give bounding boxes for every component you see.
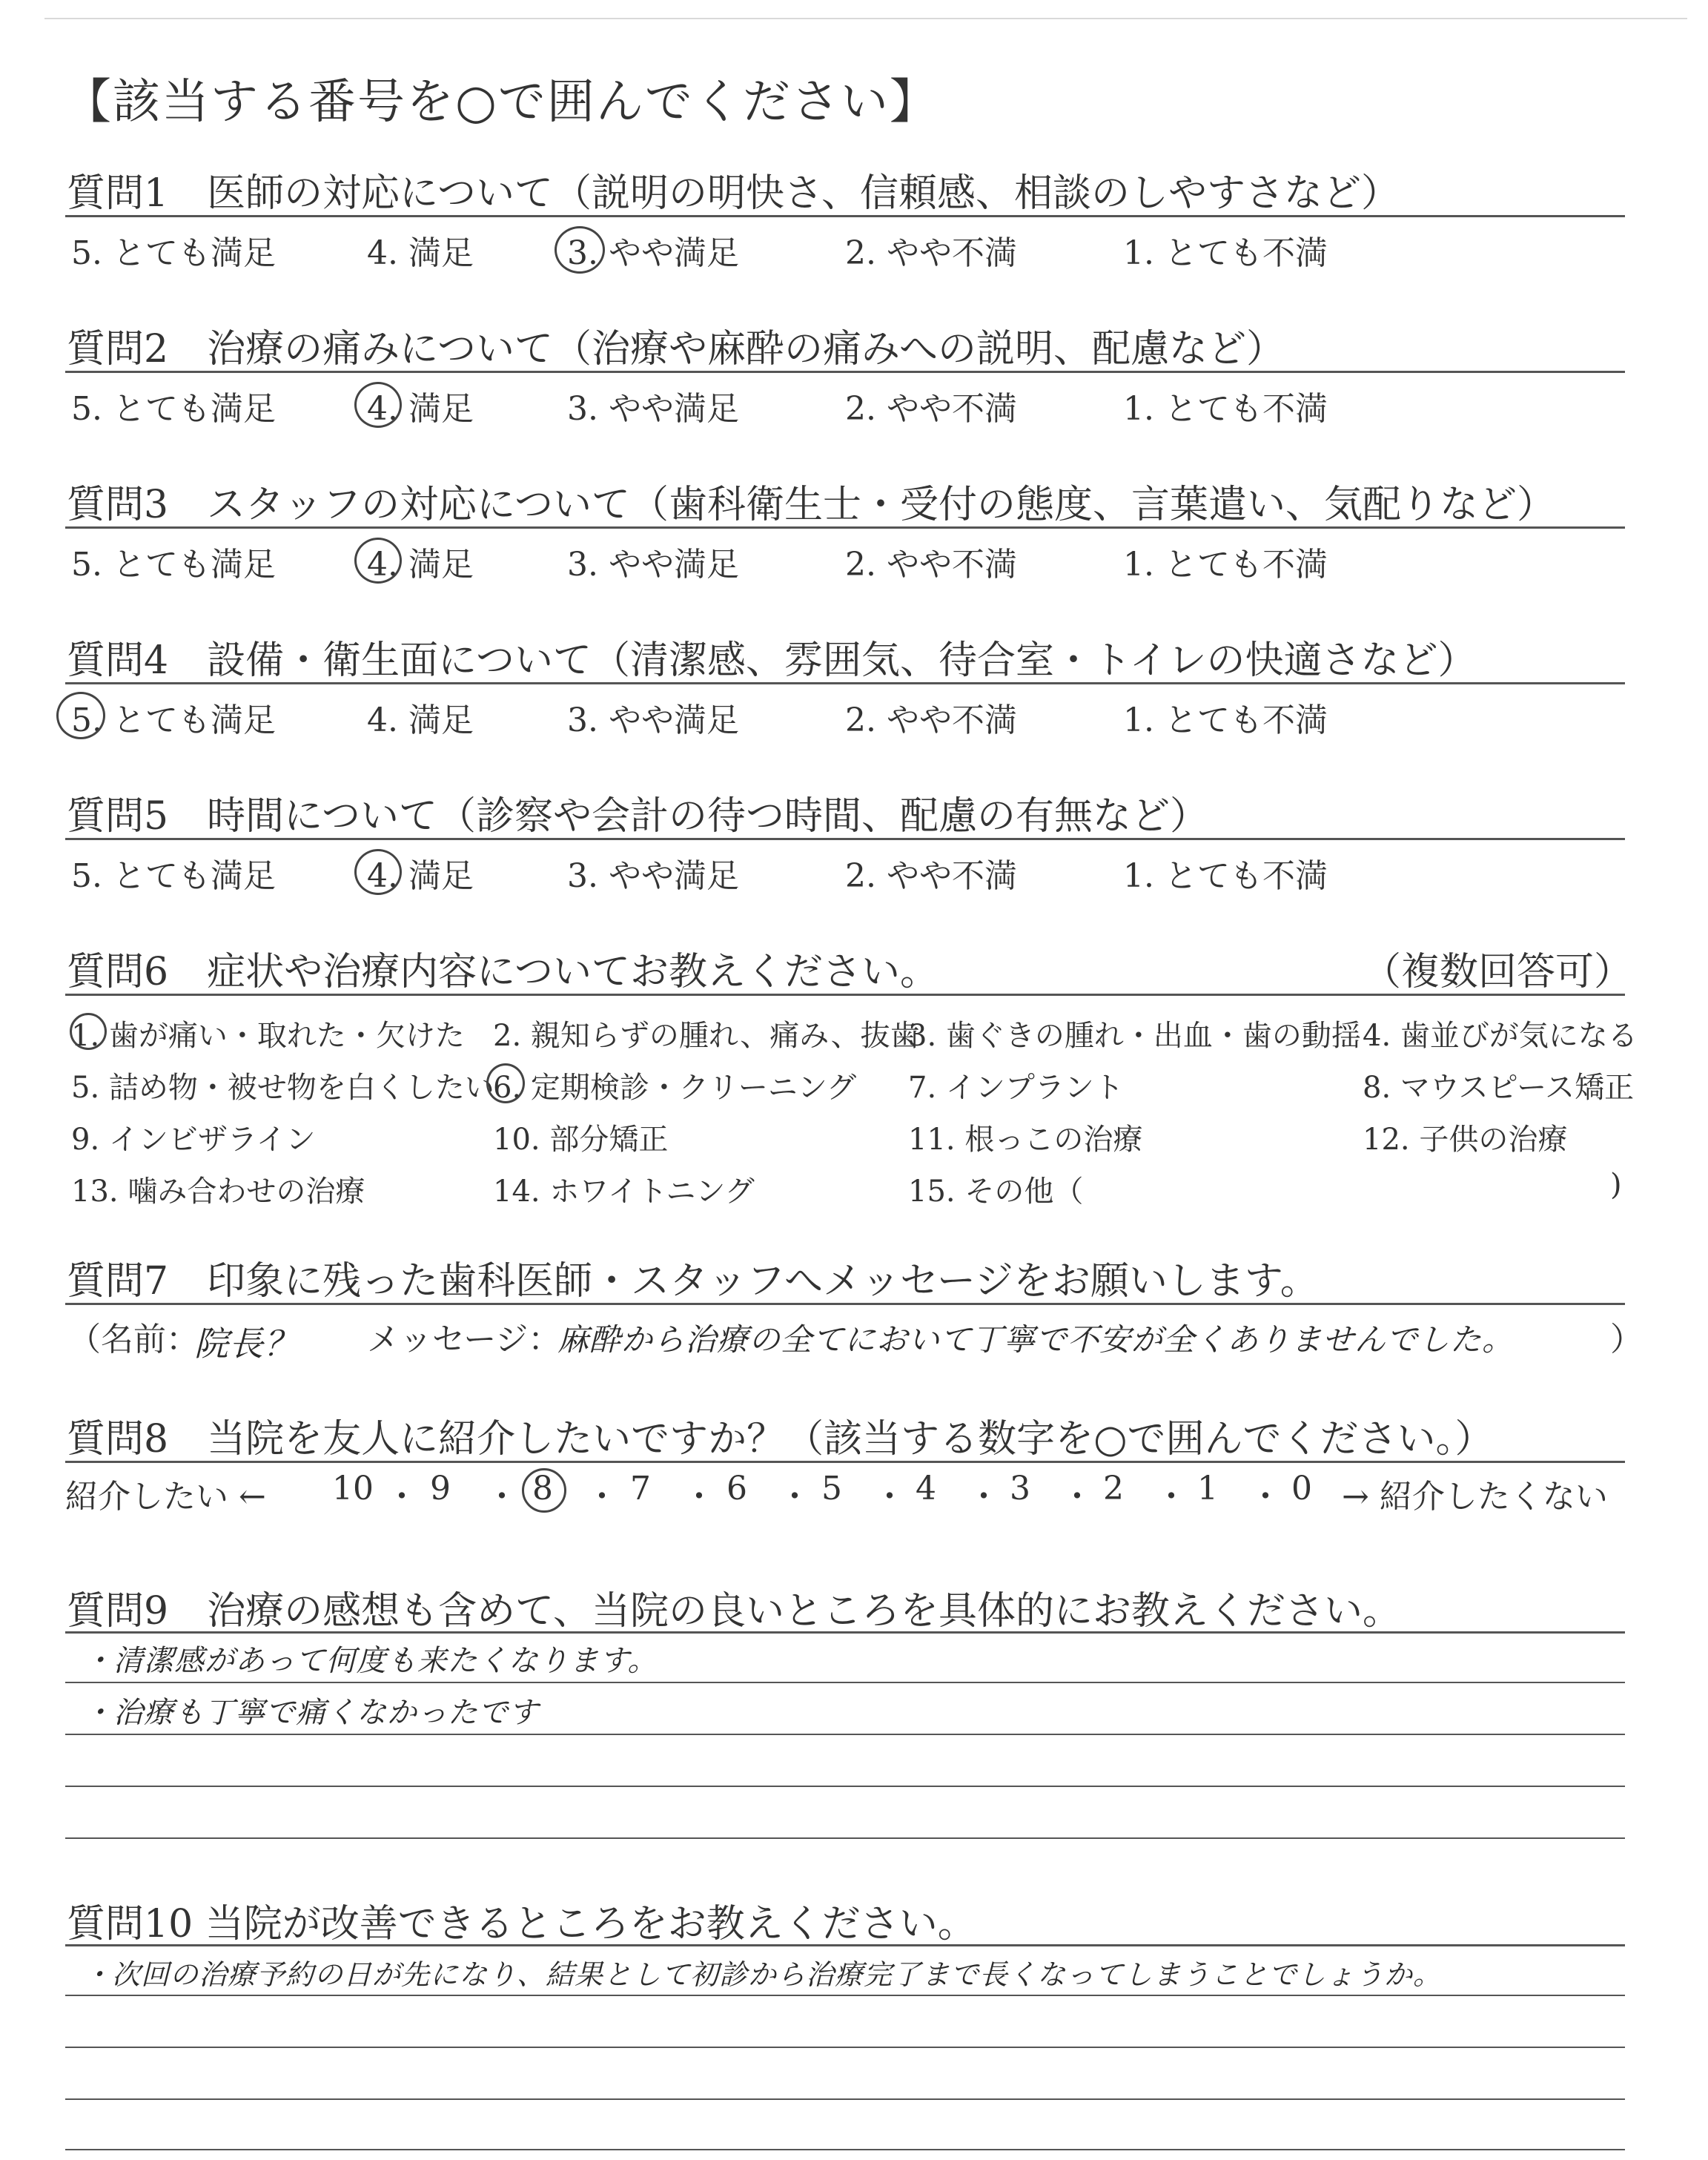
q9-rule [65,1631,1625,1634]
q6-item-11[interactable]: 11. 根っこの治療 [908,1123,1143,1157]
q4-option-5[interactable]: 5. とても満足 [71,701,276,739]
q8-scale-0[interactable]: 0 [1291,1470,1312,1507]
q9-answer-2[interactable]: ・治療も丁寧で痛くなかったです [83,1696,539,1730]
q8-scale-9[interactable]: 9 [430,1470,451,1507]
q4-option-4[interactable]: 4. 満足 [367,701,474,739]
q9-writing-line-1 [65,1682,1625,1683]
q10-writing-line-4 [65,2149,1625,2150]
q8-scale-separator: ・ [486,1478,518,1516]
q6-item-14[interactable]: 14. ホワイトニング [493,1175,755,1209]
q3-option-4[interactable]: 4. 満足 [367,546,474,584]
q8-scale-5[interactable]: 5 [821,1470,842,1507]
q8-scale-separator: ・ [1155,1478,1188,1516]
q8-scale-2[interactable]: 2 [1103,1470,1124,1507]
q1-option-2[interactable]: 2. やや不満 [845,234,1017,272]
q5-option-3[interactable]: 3. やや満足 [567,857,739,895]
q5-title: 質問5 時間について（診察や会計の待つ時間、配慮の有無など） [67,794,1209,839]
q4-rule [65,682,1625,684]
q7-name-value[interactable]: 院長？ [194,1324,299,1364]
q8-scale-4[interactable]: 4 [916,1470,936,1507]
q8-scale-7[interactable]: 7 [630,1470,651,1507]
q8-rule [65,1461,1625,1463]
q8-scale-separator: ・ [1249,1478,1282,1516]
q1-selection-circle [555,226,605,274]
q6-item-4[interactable]: 4. 歯並びが気になる [1363,1019,1638,1053]
q6-item-1[interactable]: 1. 歯が痛い・取れた・欠けた [71,1019,465,1053]
q5-option-1[interactable]: 1. とても不満 [1123,857,1328,895]
q4-option-1[interactable]: 1. とても不満 [1123,701,1328,739]
q8-scale-separator: ・ [873,1478,906,1516]
q6-item-15[interactable]: 15. その他（ [908,1175,1084,1209]
q4-option-3[interactable]: 3. やや満足 [567,701,739,739]
q6-item-7[interactable]: 7. インプラント [908,1071,1124,1105]
q2-option-1[interactable]: 1. とても不満 [1123,390,1328,428]
q1-title: 質問1 医師の対応について（説明の明快さ、信頼感、相談のしやすさなど） [67,171,1400,216]
q7-close-paren: ） [1610,1321,1643,1358]
q10-title: 質問10 当院が改善できるところをお教えください。 [67,1902,976,1946]
q6-item-5[interactable]: 5. 詰め物・被せ物を白くしたい [71,1071,494,1105]
q6-item-15-close: ) [1610,1168,1622,1202]
q6-item-9[interactable]: 9. インビザライン [71,1123,316,1157]
q10-rule [65,1944,1625,1946]
q9-writing-line-4 [65,1837,1625,1839]
q9-answer-1[interactable]: ・清潔感があって何度も来たくなります。 [83,1644,658,1678]
q6-multi-note: （複数回答可） [1363,950,1633,994]
top-border [44,18,1687,19]
q1-option-4[interactable]: 4. 満足 [367,234,474,272]
q9-writing-line-3 [65,1786,1625,1787]
q7-message-label: メッセージ： [367,1321,561,1358]
q4-title: 質問4 設備・衛生面について（清潔感、雰囲気、待合室・トイレの快適さなど） [67,638,1477,683]
q3-selection-circle [354,538,402,584]
q6-item-3[interactable]: 3. 歯ぐきの腫れ・出血・歯の動揺 [908,1019,1361,1053]
q7-name-label: （名前： [68,1321,199,1358]
q6-item-10[interactable]: 10. 部分矯正 [493,1123,669,1157]
q10-writing-line-1 [65,1995,1625,1996]
q8-scale-8[interactable]: 8 [532,1470,553,1507]
q8-scale-1[interactable]: 1 [1197,1470,1218,1507]
q8-scale-10[interactable]: 10 [332,1470,374,1507]
q7-rule [65,1303,1625,1305]
q1-option-3[interactable]: 3. やや満足 [567,234,739,272]
q8-scale-separator: ・ [1061,1478,1093,1516]
q3-option-3[interactable]: 3. やや満足 [567,546,739,584]
q2-option-2[interactable]: 2. やや不満 [845,390,1017,428]
q8-title: 質問8 当院を友人に紹介したいですか？（該当する数字を○で囲んでください。） [67,1417,1494,1462]
q8-scale-separator: ・ [967,1478,1000,1516]
q8-scale-separator: ・ [385,1478,418,1516]
q6-title: 質問6 症状や治療内容についてお教えください。 [67,950,939,994]
q5-option-4[interactable]: 4. 満足 [367,857,474,895]
q10-writing-line-3 [65,2098,1625,2100]
page-heading: 【該当する番号を○で囲んでください】 [64,75,939,130]
q5-option-5[interactable]: 5. とても満足 [71,857,276,895]
q6-item-6-circle [486,1063,525,1103]
q6-rule [65,994,1625,996]
q4-selection-circle [56,692,105,739]
q2-option-3[interactable]: 3. やや満足 [567,390,739,428]
q10-writing-line-2 [65,2047,1625,2048]
q6-item-1-circle [70,1013,107,1050]
q5-option-2[interactable]: 2. やや不満 [845,857,1017,895]
q8-scale-separator: ・ [586,1478,618,1516]
q3-option-1[interactable]: 1. とても不満 [1123,546,1328,584]
q2-selection-circle [354,382,402,428]
q3-option-5[interactable]: 5. とても満足 [71,546,276,584]
q6-item-8[interactable]: 8. マウスピース矯正 [1363,1071,1635,1105]
q5-selection-circle [354,849,402,895]
q1-option-1[interactable]: 1. とても不満 [1123,234,1328,272]
q8-scale-separator: ・ [683,1478,715,1516]
q8-selection-circle [522,1468,566,1513]
q2-title: 質問2 治療の痛みについて（治療や麻酔の痛みへの説明、配慮など） [67,327,1285,371]
q2-rule [65,371,1625,373]
q9-writing-line-2 [65,1734,1625,1735]
q3-option-2[interactable]: 2. やや不満 [845,546,1017,584]
q7-message-value[interactable]: 麻酔から治療の全てにおいて丁寧で不安が全くありませんでした。 [557,1321,1515,1358]
q1-option-5[interactable]: 5. とても満足 [71,234,276,272]
q6-item-13[interactable]: 13. 噛み合わせの治療 [71,1175,365,1209]
q8-left-label: 紹介したい ← [65,1478,266,1516]
q5-rule [65,838,1625,840]
q4-option-2[interactable]: 2. やや不満 [845,701,1017,739]
q6-item-12[interactable]: 12. 子供の治療 [1363,1123,1568,1157]
q3-title: 質問3 スタッフの対応について（歯科衛生士・受付の態度、言葉遣い、気配りなど） [67,483,1556,527]
q8-scale-6[interactable]: 6 [726,1470,747,1507]
q6-item-6[interactable]: 6. 定期検診・クリーニング [493,1071,857,1105]
q2-option-4[interactable]: 4. 満足 [367,390,474,428]
q8-scale-3[interactable]: 3 [1010,1470,1030,1507]
q7-title: 質問7 印象に残った歯科医師・スタッフへメッセージをお願いします。 [67,1259,1319,1304]
q8-right-label: → 紹介したくない [1342,1478,1608,1516]
q6-item-2[interactable]: 2. 親知らずの腫れ、痛み、抜歯 [493,1019,920,1053]
q8-scale-separator: ・ [778,1478,811,1516]
q10-answer-1[interactable]: ・次回の治療予約の日が先になり、結果として初診から治療完了まで長くなってしまうことでしょうか。 [83,1958,1443,1991]
q2-option-5[interactable]: 5. とても満足 [71,390,276,428]
q1-rule [65,215,1625,217]
q3-rule [65,526,1625,529]
q9-title: 質問9 治療の感想も含めて、当院の良いところを具体的にお教えください。 [67,1589,1402,1634]
